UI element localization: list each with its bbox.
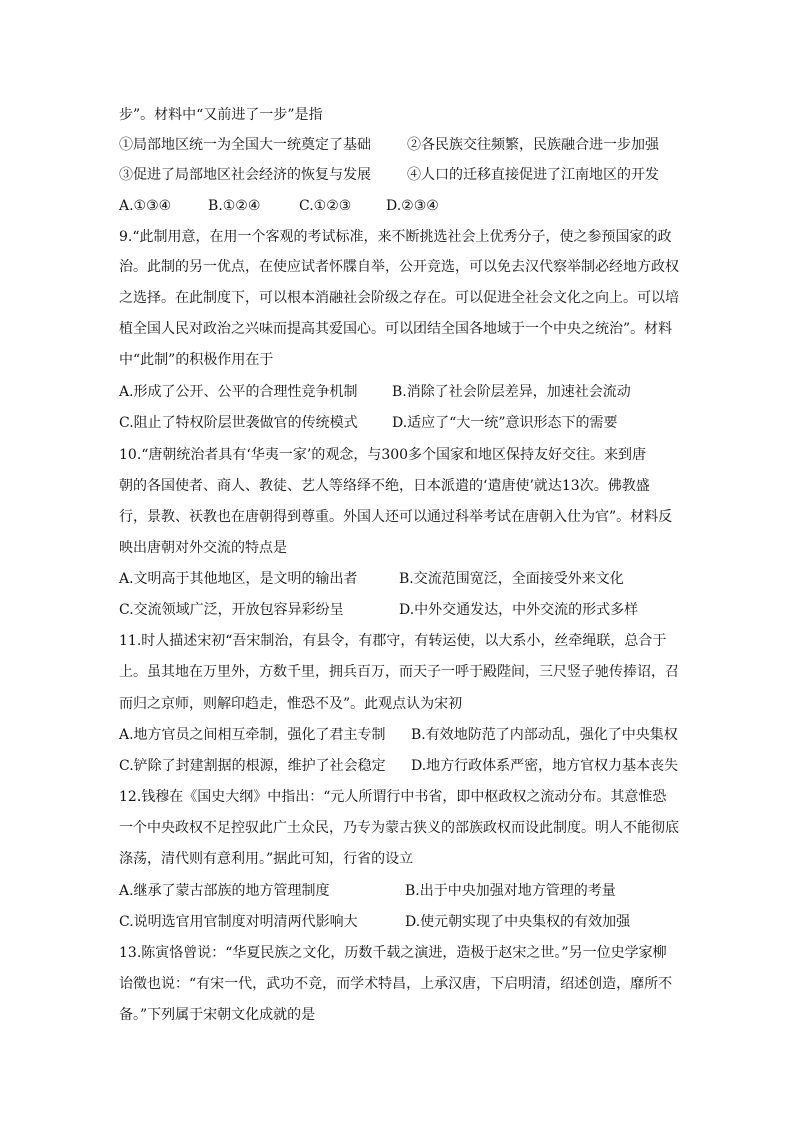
q11-option-d: D.地方行政体系严密，地方官权力基本丧失	[411, 758, 679, 774]
q12-line-2: 一个中央政权不足控驭此广土众民，乃专为蒙古狭义的部族政权而设此制度。明人不能彻底	[119, 820, 679, 836]
q12-option-a: A.继承了蒙古部族的地方管理制度	[119, 883, 330, 899]
q11-line-3: 而归之京师，则解印趋走，惟恐不及”。此观点认为宋初	[119, 696, 463, 712]
q8-option-d: D.②③④	[386, 198, 439, 214]
q10-option-a: A.文明高于其他地区，是文明的输出者	[119, 571, 358, 587]
q12-line-1: 12.钱穆在《国史大纲》中指出：“元人所谓行中书省，即中枢政权之流动分布。其意惟恐	[119, 789, 667, 805]
q10-option-b: B.交流范围宽泛，全面接受外来文化	[399, 571, 624, 587]
q10-line-2: 朝的各国使者、商人、教徒、艺人等络绎不绝，日本派遣的‘遣唐使’就达13次。佛教盛	[119, 478, 650, 494]
q9-line-5: 中“此制”的积极作用在于	[119, 352, 274, 368]
q10-line-3: 行，景教、祆教也在唐朝得到尊重。外国人还可以通过科举考试在唐朝入仕为官”。材料反	[119, 509, 673, 525]
q11-option-b: B.有效地防范了内部动乱，强化了中央集权	[411, 727, 678, 743]
q13-line-2: 诒徵也说：“有宋一代，武功不竞，而学术特昌，上承汉唐，下启明清，绍述创造，靡所不	[119, 976, 673, 992]
q8-stem-tail: 步”。材料中“又前进了一步”是指	[119, 107, 323, 123]
q9-line-3: 之选择。在此制度下，可以根本消融社会阶级之存在。可以促进全社会文化之向上。可以培	[119, 290, 679, 306]
q9-option-a: A.形成了公开、公平的合理性竞争机制	[119, 384, 358, 400]
q9-line-2: 治。此制的另一优点，在使应试者怀牒自举，公开竞选，可以免去汉代察举制必经地方政权	[119, 259, 679, 275]
q12-option-d: D.使元朝实现了中央集权的有效加强	[405, 914, 631, 930]
q8-item-2: ②各民族交往频繁，民族融合进一步加强	[407, 137, 659, 153]
q8-item-3: ③促进了局部地区社会经济的恢复与发展	[119, 167, 371, 183]
q8-item-1: ①局部地区统一为全国大一统奠定了基础	[119, 137, 371, 153]
q8-item-4: ④人口的迁移直接促进了江南地区的开发	[407, 167, 659, 183]
q9-line-4: 植全国人民对政治之兴味而提高其爱国心。可以团结全国各地域于一个中央之统治”。材料	[119, 321, 673, 337]
q10-option-d: D.中外交通发达，中外交流的形式多样	[399, 602, 639, 618]
q9-option-b: B.消除了社会阶层差异，加速社会流动	[392, 384, 631, 400]
q8-option-c: C.①②③	[299, 198, 352, 214]
q9-option-c: C.阻止了特权阶层世袭做官的传统模式	[119, 415, 358, 431]
q12-line-3: 涤荡，清代则有意利用。”据此可知，行省的设立	[119, 851, 414, 867]
q9-option-d: D.适应了“大一统”意识形态下的需要	[392, 415, 618, 431]
q8-option-a: A.①③④	[119, 198, 172, 214]
q8-option-b: B.①②④	[208, 198, 261, 214]
q12-option-c: C.说明选官用官制度对明清两代影响大	[119, 914, 358, 930]
q10-line-1: 10.“唐朝统治者具有‘华夷一家’的观念，与300多个国家和地区保持友好交往。来到唐	[119, 447, 647, 463]
q13-line-1: 13.陈寅恪曾说：“华夏民族之文化，历数千载之演进，造极于赵宋之世。”另一位史学家柳	[119, 945, 667, 961]
q11-line-1: 11.时人描述宋初“吾宋制治，有县令，有郡守，有转运使，以大系小，丝牵绳联，总合于	[119, 633, 667, 649]
q12-option-b: B.出于中央加强对地方管理的考量	[405, 883, 616, 899]
q13-line-3: 备。”下列属于宋朝文化成就的是	[119, 1007, 316, 1023]
q11-option-a: A.地方官员之间相互牵制，强化了君主专制	[119, 727, 386, 743]
q9-line-1: 9.“此制用意，在用一个客观的考试标准，来不断挑选社会上优秀分子，使之参预国家的政	[119, 229, 672, 245]
q11-line-2: 上。虽其地在万里外，方数千里，拥兵百万，而天子一呼于殿陛间，三尺竖子驰传捧诏，召	[119, 664, 679, 680]
q10-line-4: 映出唐朝对外交流的特点是	[119, 540, 287, 556]
q10-option-c: C.交流领域广泛，开放包容异彩纷呈	[119, 602, 344, 618]
q11-option-c: C.铲除了封建割据的根源，维护了社会稳定	[119, 758, 386, 774]
